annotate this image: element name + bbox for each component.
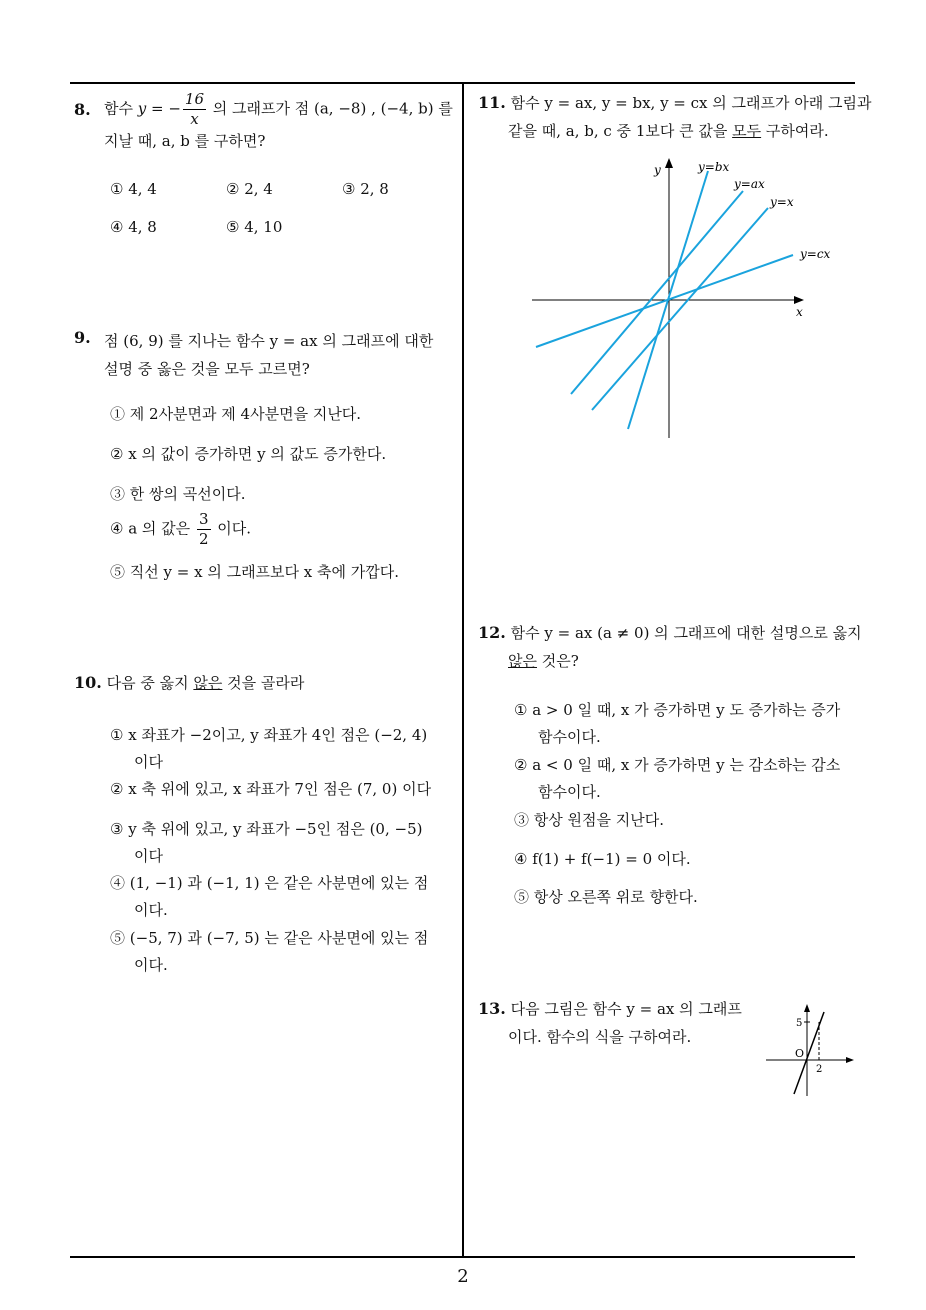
question-13-line2: 이다. 함수의 식을 구하여라. (508, 1028, 692, 1046)
small-linear-graph (762, 1000, 858, 1100)
choice-3[interactable]: ③ 한 쌍의 곡선이다. (110, 485, 246, 503)
label-y-ax: y=ax (734, 177, 765, 191)
label-y-cx: y=cx (800, 247, 831, 261)
choice-5[interactable]: ⑤ 직선 y = x 의 그래프보다 x 축에 가깝다. (110, 563, 400, 581)
column-divider (462, 83, 464, 1258)
question-number: 11. (478, 93, 506, 112)
question-number: 8. (74, 100, 91, 119)
question-10 (74, 672, 459, 982)
question-number: 12. (478, 623, 506, 642)
page-number: 2 (457, 1266, 469, 1287)
question-9-line2: 설명 중 옳은 것을 모두 고르면? (104, 360, 310, 378)
choice-4[interactable]: ④ 4, 8 (110, 218, 157, 236)
y-axis-label: y (654, 163, 661, 177)
y-axis-arrow (665, 158, 673, 168)
choice-3[interactable]: ③ y 축 위에 있고, y 좌표가 −5인 점은 (0, −5) 이다 (110, 820, 423, 865)
x-axis-arrow (846, 1057, 854, 1063)
y-axis-arrow (804, 1004, 810, 1012)
question-number: 9. (74, 328, 91, 347)
question-number: 10. (74, 673, 102, 692)
choice-3[interactable]: ③ 2, 8 (342, 180, 389, 198)
question-12-line2: 않은 것은? (508, 652, 579, 670)
choice-2[interactable]: ② 2, 4 (226, 180, 273, 198)
question-13-line1: 13. 다음 그림은 함수 y = ax 의 그래프 (478, 999, 742, 1018)
choice-1[interactable]: ① a > 0 일 때, x 가 증가하면 y 도 증가하는 증가 함수이다. (514, 701, 841, 746)
choice-1[interactable]: ① x 좌표가 −2이고, y 좌표가 4인 점은 (−2, 4) 이다 (110, 726, 428, 771)
x-axis-label: x (796, 305, 803, 319)
choice-5[interactable]: ⑤ (−5, 7) 과 (−7, 5) 는 같은 사분면에 있는 점 이다. (110, 929, 429, 974)
choice-4[interactable]: ④ (1, −1) 과 (−1, 1) 은 같은 사분면에 있는 점 이다. (110, 874, 429, 919)
origin-label: O (795, 1047, 805, 1060)
question-12 (478, 622, 862, 912)
question-9-line1: 점 (6, 9) 를 지나는 함수 y = ax 의 그래프에 대한 (104, 332, 434, 350)
question-13 (478, 998, 858, 1108)
question-number: 13. (478, 999, 506, 1018)
choice-5[interactable]: ⑤ 4, 10 (226, 218, 283, 236)
question-10-line1: 10. 다음 중 옳지 않은 것을 골라라 (74, 673, 305, 692)
question-11-line2: 같을 때, a, b, c 중 1보다 큰 값을 모두 구하여라. (508, 122, 829, 140)
x-axis-arrow (794, 296, 804, 304)
question-8-line1: 함수 y = − $\frac{16}{x}$ 의 그래프가 점 (a, −8) , (−4, b) 를 (104, 90, 453, 128)
question-9 (74, 328, 459, 588)
question-12-line1: 12. 함수 y = ax (a ≠ 0) 의 그래프에 대한 설명으로 옳지 (478, 623, 862, 642)
choice-3[interactable]: ③ 항상 원점을 지난다. (514, 811, 664, 829)
label-y-bx: y=bx (698, 160, 730, 174)
choice-1[interactable]: ① 4, 4 (110, 180, 157, 198)
choice-2[interactable]: ② x 의 값이 증가하면 y 의 값도 증가한다. (110, 445, 387, 463)
label-y-x: y=x (770, 195, 794, 209)
question-11-line1: 11. 함수 y = ax, y = bx, y = cx 의 그래프가 아래 그림과 (478, 93, 872, 112)
line-y-x (592, 208, 768, 410)
choice-1[interactable]: ① 제 2사분면과 제 4사분면을 지난다. (110, 405, 362, 423)
fraction: $\frac{3}{2}$ (198, 510, 209, 548)
question-8-line2: 지날 때, a, b 를 구하면? (104, 132, 266, 150)
bottom-rule (70, 1256, 855, 1258)
choice-4[interactable]: ④ a 의 값은 $\frac{3}{2}$ 이다. (110, 510, 252, 548)
x-tick-label: 2 (816, 1064, 823, 1075)
line-y-ax (571, 191, 743, 394)
choice-2[interactable]: ② a < 0 일 때, x 가 증가하면 y 는 감소하는 감소 함수이다. (514, 756, 841, 801)
fraction: $\frac{16}{x}$ (184, 90, 204, 128)
question-8 (74, 92, 459, 252)
line-y-cx (536, 255, 793, 347)
question-11 (478, 92, 872, 452)
choice-4[interactable]: ④ f(1) + f(−1) = 0 이다. (514, 850, 691, 868)
y-tick-label: 5 (796, 1018, 803, 1029)
linear-graphs-figure (528, 154, 848, 444)
choice-2[interactable]: ② x 축 위에 있고, x 좌표가 7인 점은 (7, 0) 이다 (110, 780, 432, 798)
choice-5[interactable]: ⑤ 항상 오른쪽 위로 향한다. (514, 888, 698, 906)
